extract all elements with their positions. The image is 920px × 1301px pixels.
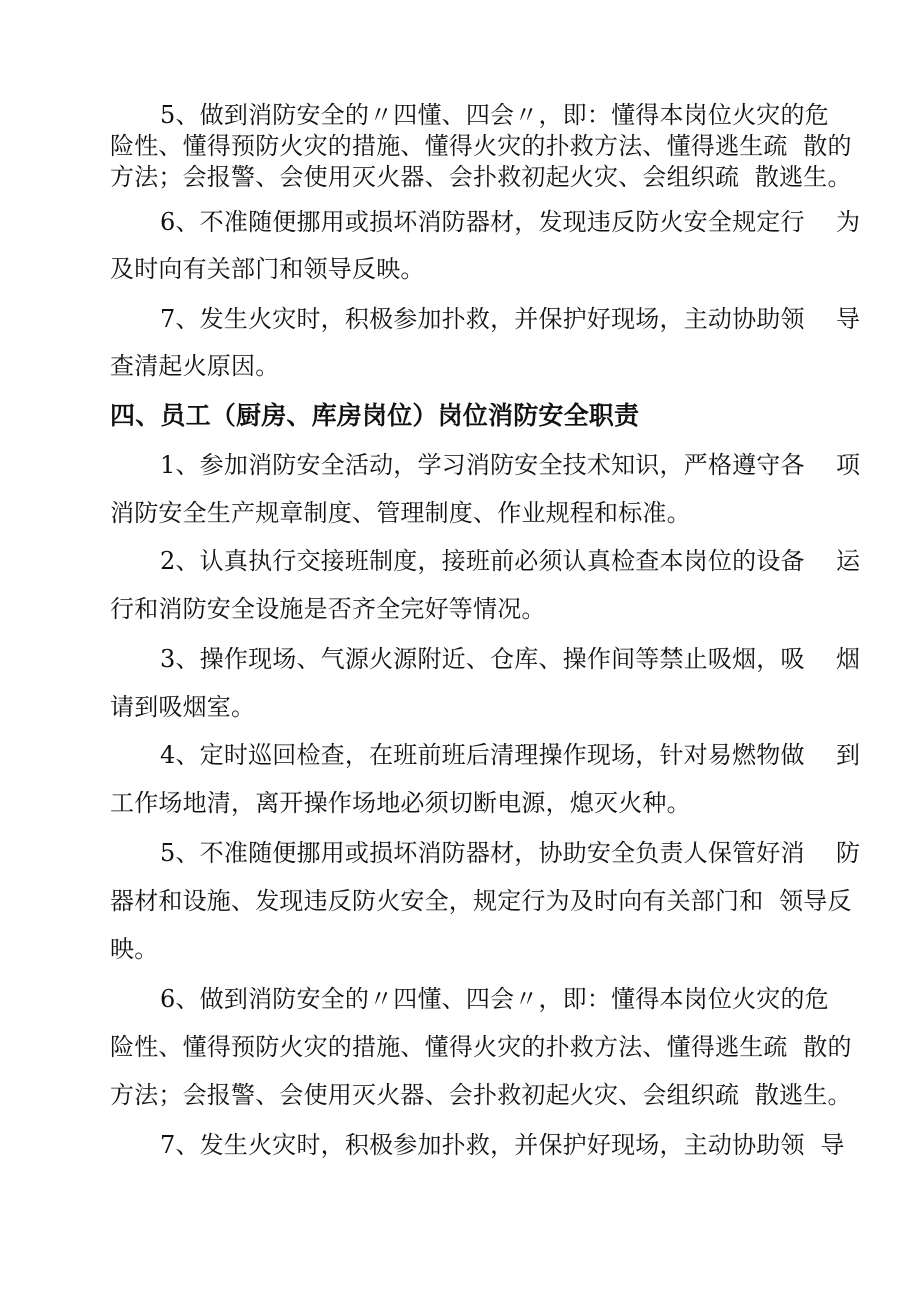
paragraph-7-line-1: 7、发生火灾时，积极参加扑救，并保护好现场，主动协助领 导 [160, 305, 861, 333]
item-6-line-1: 6、做到消防安全的〃四懂、四会〃，即：懂得本岗位火灾的危 [160, 985, 829, 1013]
paragraph-5-line-1: 5、做到消防安全的〃四懂、四会〃，即：懂得本岗位火灾的危 [160, 101, 829, 129]
item-7-line-1: 7、发生火灾时，积极参加扑救，并保护好现场，主动协助领 导 [160, 1131, 845, 1159]
item-5-line-1: 5、不准随便挪用或损坏消防器材，协助安全负责人保管好消 防 [160, 839, 861, 867]
item-6-line-3: 方法；会报警、会使用灭火器、会扑救初起火灾、会组织疏 散逃生。 [110, 1081, 852, 1109]
item-5-line-3: 映。 [110, 935, 159, 963]
item-3-line-1: 3、操作现场、气源火源附近、仓库、操作间等禁止吸烟，吸 烟 [160, 645, 861, 673]
item-4-line-1: 4、定时巡回检查，在班前班后清理操作现场，针对易燃物做 到 [160, 741, 861, 769]
item-1-line-1: 1、参加消防安全活动，学习消防安全技术知识，严格遵守各 项 [160, 451, 861, 479]
paragraph-7-line-2: 查清起火原因。 [110, 352, 280, 380]
item-2-line-1: 2、认真执行交接班制度，接班前必须认真检查本岗位的设备 运 [160, 547, 861, 575]
item-1-line-2: 消防安全生产规章制度、管理制度、作业规程和标准。 [110, 499, 691, 527]
paragraph-5-line-3: 方法；会报警、会使用灭火器、会扑救初起火灾、会组织疏 散逃生。 [110, 163, 852, 191]
item-5-line-2: 器材和设施、发现违反防火安全，规定行为及时向有关部门和 领导反 [110, 887, 852, 915]
paragraph-6-line-2: 及时向有关部门和领导反映。 [110, 255, 425, 283]
item-3-line-2: 请到吸烟室。 [110, 693, 256, 721]
item-2-line-2: 行和消防安全设施是否齐全完好等情况。 [110, 595, 546, 623]
item-6-line-2: 险性、懂得预防火灾的措施、懂得火灾的扑救方法、懂得逃生疏 散的 [110, 1033, 852, 1061]
paragraph-6-line-1: 6、不准随便挪用或损坏消防器材，发现违反防火安全规定行 为 [160, 208, 861, 236]
section-heading: 四、员工（厨房、库房岗位）岗位消防安全职责 [110, 401, 640, 430]
paragraph-5-line-2: 险性、懂得预防火灾的措施、懂得火灾的扑救方法、懂得逃生疏 散的 [110, 132, 852, 160]
item-4-line-2: 工作场地清，离开操作场地必须切断电源，熄灭火种。 [110, 789, 691, 817]
